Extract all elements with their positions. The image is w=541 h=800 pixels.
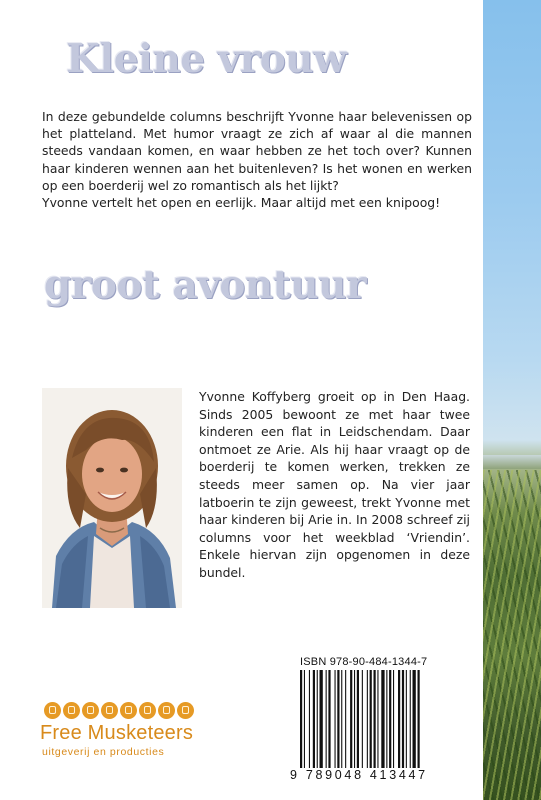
- landscape-grass: [483, 470, 541, 800]
- barcode-bar: [320, 670, 323, 768]
- headline-top: Kleine vrouw: [66, 36, 347, 82]
- barcode-bar: [304, 670, 305, 768]
- barcode-bar: [386, 670, 387, 768]
- author-photo: [42, 388, 182, 608]
- barcode-digits: 9 789048 413447: [290, 768, 428, 782]
- barcode-bar: [367, 670, 368, 768]
- barcode-bar: [402, 670, 404, 768]
- barcode-bar: [317, 670, 318, 768]
- publisher-icon: [63, 702, 80, 719]
- publisher-icon: [177, 702, 194, 719]
- blurb-paragraph-2: Yvonne vertelt het open en eerlijk. Maar altijd met een knipoog!: [42, 195, 441, 211]
- barcode-bar: [393, 670, 394, 768]
- publisher-icon-row: [44, 702, 194, 719]
- publisher-icon: [101, 702, 118, 719]
- barcode-bar: [410, 670, 411, 768]
- barcode-bar: [381, 670, 384, 768]
- landscape-horizon: [483, 455, 541, 469]
- barcode-bar: [341, 670, 342, 768]
- barcode-bar: [362, 670, 363, 768]
- publisher-icon: [120, 702, 137, 719]
- publisher-icon: [158, 702, 175, 719]
- barcode-bar: [309, 670, 310, 768]
- isbn-label: ISBN 978-90-484-1344-7: [300, 656, 428, 668]
- headline-bottom: groot avontuur: [44, 262, 367, 308]
- blurb-paragraph-1: In deze gebundelde columns beschrijft Yvonne haar belevenissen op het platteland. Met humor vraagt ze zich af waar al die mannen steeds vandaan komen, en waar hebben ze het toch over? Kunnen haar kinderen wennen aan het buitenleven? Is het wonen en werken op een boerderij wel zo romantisch als het lijkt?: [42, 109, 472, 193]
- barcode-bar: [374, 670, 376, 768]
- barcode-bar: [389, 670, 391, 768]
- publisher-name: Free Musketeers: [40, 722, 194, 744]
- barcode-bar: [406, 670, 407, 768]
- publisher-tagline: uitgeverij en producties: [42, 746, 165, 758]
- barcode-bar: [335, 670, 336, 768]
- barcode-bar: [354, 670, 355, 768]
- barcode-bar: [398, 670, 400, 768]
- author-portrait-icon: [42, 388, 182, 608]
- barcode-bar: [377, 670, 378, 768]
- barcode-bar: [413, 670, 416, 768]
- barcode-bar: [326, 670, 327, 768]
- isbn-barcode: [300, 670, 470, 768]
- barcode-bar: [337, 670, 339, 768]
- barcode-bar: [357, 670, 359, 768]
- publisher-icon: [139, 702, 156, 719]
- barcode-bar: [345, 670, 346, 768]
- landscape-photo-strip: [483, 0, 541, 800]
- barcode-bar: [313, 670, 315, 768]
- publisher-logo: [40, 702, 230, 762]
- barcode-bar: [418, 670, 420, 768]
- blurb-text: [42, 108, 472, 211]
- author-bio: Yvonne Koffyberg groeit op in Den Haag. Sinds 2005 bewoont ze met haar twee kinderen een flat in Leidschendam. Daar ontmoet ze Arie. Als hij haar vraagt op de boerderij te komen werken, trekken ze steeds meer samen op. Na vier jaar latboerin te zijn geweest, trekt Yvonne met haar kinderen bij Arie in. In 2008 schreef zij columns voor het weekblad ‘Vriendin’. Enkele hiervan zijn opgenomen in deze bundel.: [199, 389, 470, 580]
- publisher-icon: [82, 702, 99, 719]
- publisher-icon: [44, 702, 61, 719]
- barcode-bar: [350, 670, 352, 768]
- barcode-bar: [370, 670, 372, 768]
- barcode-bar: [328, 670, 330, 768]
- barcode-bar: [300, 670, 302, 768]
